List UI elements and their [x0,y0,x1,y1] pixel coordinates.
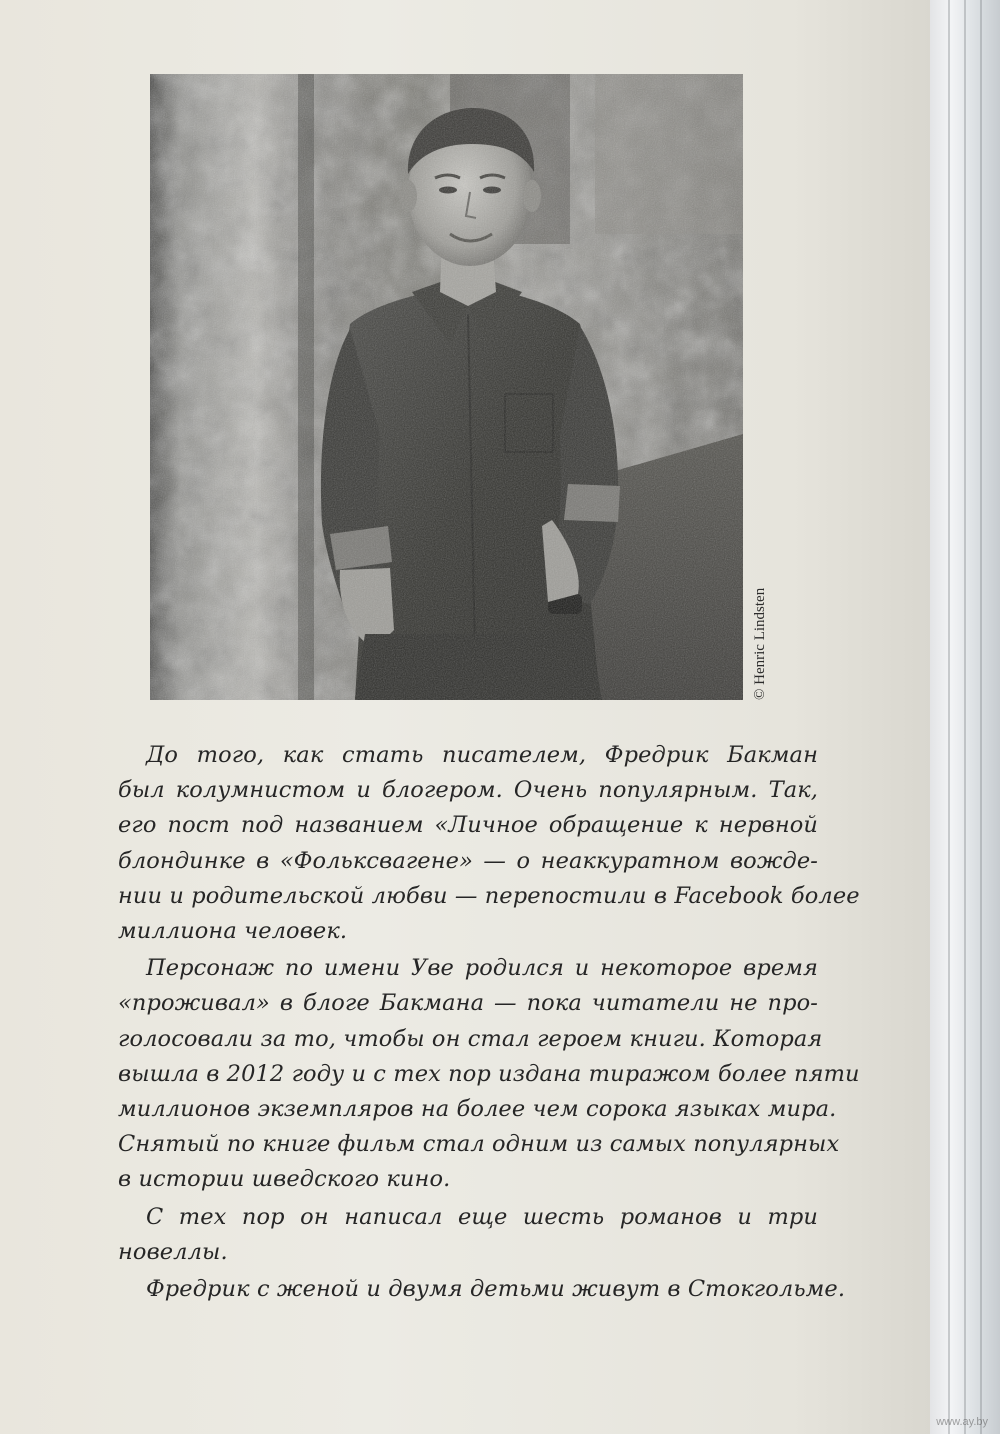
bio-line: Снятый по книге фильм стал одним из самых популярных [118,1131,840,1158]
photo-credit: © Henric Lindsten [752,587,768,700]
page-edge [930,0,1000,1434]
bio-line: миллионов экземпляров на более чем сорока языках мира. [118,1096,837,1123]
bio-line: «проживал» в блоге Бакмана — пока читатели не про- [118,990,818,1017]
bio-line: С тех пор он написал еще шесть романов и три [146,1203,818,1230]
author-bio [118,738,860,1307]
bio-line: его пост под названием «Личное обращение к нервной [118,812,818,839]
watermark: www.ay.by [936,1416,988,1428]
bio-line: До того, как стать писателем, Фредрик Бакман [146,742,818,768]
bio-line: новеллы. [118,1238,228,1265]
bio-line: Персонаж по имени Уве родился и некоторое время [146,955,818,982]
bio-line: нии и родительской любви — перепостили в Facebook более [118,882,860,909]
bio-line: голосовали за то, чтобы он стал героем книги. Которая [118,1025,823,1052]
bio-line: Фредрик с женой и двумя детьми живут в Стокгольме. [146,1276,846,1303]
bio-line: миллиона человек. [118,918,348,945]
bio-line: был колумнистом и блогером. Очень популярным. Так, [118,777,818,804]
bio-line: в истории шведского кино. [118,1166,451,1193]
bio-line: блондинке в «Фольксвагене» — о неаккуратном вожде- [118,847,818,874]
author-photo-image [150,74,743,700]
bio-line: вышла в 2012 году и с тех пор издана тиражом более пяти [118,1060,860,1087]
author-photo [150,74,743,700]
